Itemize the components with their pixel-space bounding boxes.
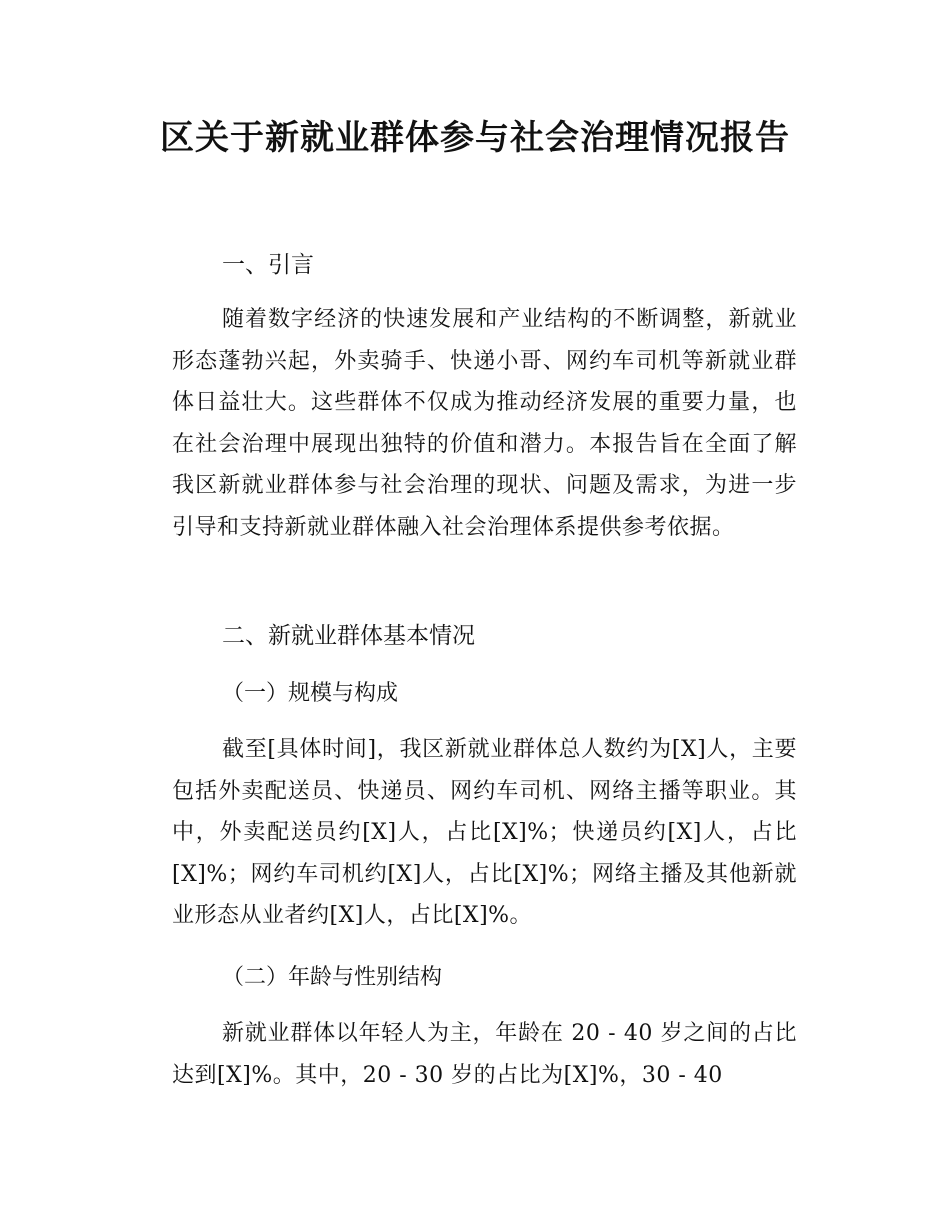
subsection-heading-scale: （一）规模与构成 [222, 681, 399, 706]
subsection-heading-age-gender: （二）年龄与性别结构 [222, 965, 443, 990]
age-gender-paragraph: 新就业群体以年轻人为主，年龄在 20 - 40 岁之间的占比达到[X]%。其中，20 - 30 岁的占比为[X]%，30 - 40 [172, 1021, 797, 1088]
introduction-paragraph: 随着数字经济的快速发展和产业结构的不断调整，新就业形态蓬勃兴起，外卖骑手、快递小哥、网约车司机等新就业群体日益壮大。这些群体不仅成为推动经济发展的重要力量，也在社会治理中展现出独特的价值和潜力。本报告旨在全面了解我区新就业群体参与社会治理的现状、问题及需求，为进一步引导和支持新就业群体融入社会治理体系提供参考依据。 [172, 307, 797, 540]
scale-paragraph: 截至[具体时间]，我区新就业群体总人数约为[X]人，主要包括外卖配送员、快递员、网约车司机、网络主播等职业。其中，外卖配送员约[X]人，占比[X]%；快递员约[X]人，占比[X]%；网约车司机约[X]人，占比[X]%；网络主播及其他新就业形态从业者约[X]人，占比[X]%。 [172, 737, 797, 928]
section-heading-introduction: 一、引言 [222, 252, 314, 278]
section-heading-basic-info: 二、新就业群体基本情况 [222, 623, 475, 649]
document-title: 区关于新就业群体参与社会治理情况报告 [160, 118, 790, 158]
